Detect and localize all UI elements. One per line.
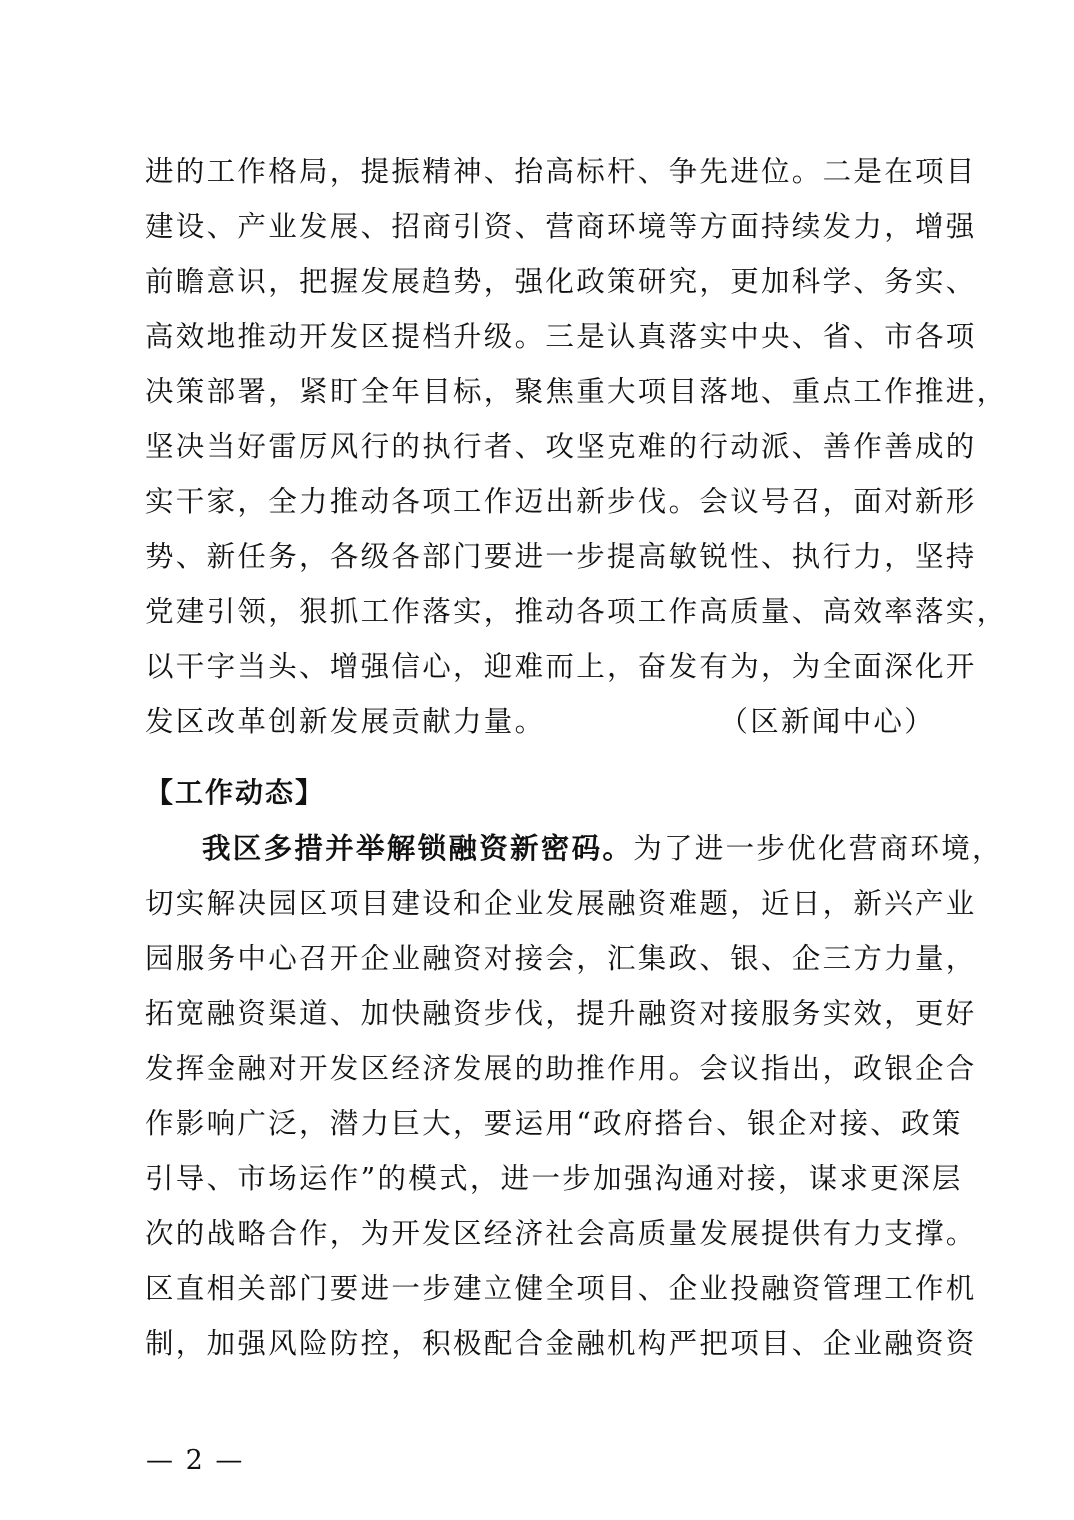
paragraph-line: 以干字当头、增强信心，迎难而上，奋发有为，为全面深化开 xyxy=(145,650,977,683)
news-line: 切实解决园区项目建设和企业发展融资难题，近日，新兴产业 xyxy=(145,887,977,920)
news-line: 发挥金融对开发区经济发展的助推作用。会议指出，政银企合 xyxy=(145,1052,977,1085)
news-line: 制，加强风险防控，积极配合金融机构严把项目、企业融资资 xyxy=(145,1327,977,1360)
news-first-line xyxy=(145,821,1003,876)
news-line: 引导、市场运作”的模式，进一步加强沟通对接，谋求更深层 xyxy=(145,1162,963,1195)
paragraph-line: 实干家，全力推动各项工作迈出新步伐。会议号召，面对新形 xyxy=(145,485,977,518)
paragraph-last-line xyxy=(145,694,935,749)
page-number: — 2 — xyxy=(146,1445,245,1476)
news-item xyxy=(145,821,1003,1371)
paragraph-line: 进的工作格局，提振精神、抬高标杆、争先进位。二是在项目 xyxy=(145,155,977,188)
news-line: 次的战略合作，为开发区经济社会高质量发展提供有力支撑。 xyxy=(145,1217,977,1250)
news-line: 园服务中心召开企业融资对接会，汇集政、银、企三方力量， xyxy=(145,942,977,975)
paragraph-line: 坚决当好雷厉风行的执行者、攻坚克难的行动派、善作善成的 xyxy=(145,430,977,463)
paragraph-line: 势、新任务，各级各部门要进一步提高敏锐性、执行力，坚持 xyxy=(145,540,977,573)
source-attribution: （区新闻中心） xyxy=(719,705,935,738)
paragraph-line: 建设、产业发展、招商引资、营商环境等方面持续发力，增强 xyxy=(145,210,977,243)
news-line: 拓宽融资渠道、加快融资步伐，提升融资对接服务实效，更好 xyxy=(145,997,977,1030)
paragraph-line: 决策部署，紧盯全年目标，聚焦重大项目落地、重点工作推进， xyxy=(145,375,1008,408)
paragraph-line: 前瞻意识，把握发展趋势，强化政策研究，更加科学、务实、 xyxy=(145,265,977,298)
continued-paragraph xyxy=(145,144,1008,749)
news-title: 我区多措并举解锁融资新密码。 xyxy=(202,832,634,865)
paragraph-closing-text: 发区改革创新发展贡献力量。 xyxy=(145,705,546,738)
news-line: 区直相关部门要进一步建立健全项目、企业投融资管理工作机 xyxy=(145,1272,977,1305)
section-heading: 【工作动态】 xyxy=(145,776,326,809)
news-first-line-text: 为了进一步优化营商环境， xyxy=(633,832,1003,865)
paragraph-line: 党建引领，狠抓工作落实，推动各项工作高质量、高效率落实， xyxy=(145,595,1008,628)
paragraph-line: 高效地推动开发区提档升级。三是认真落实中央、省、市各项 xyxy=(145,320,977,353)
news-line: 作影响广泛，潜力巨大，要运用“政府搭台、银企对接、政策 xyxy=(145,1107,963,1140)
